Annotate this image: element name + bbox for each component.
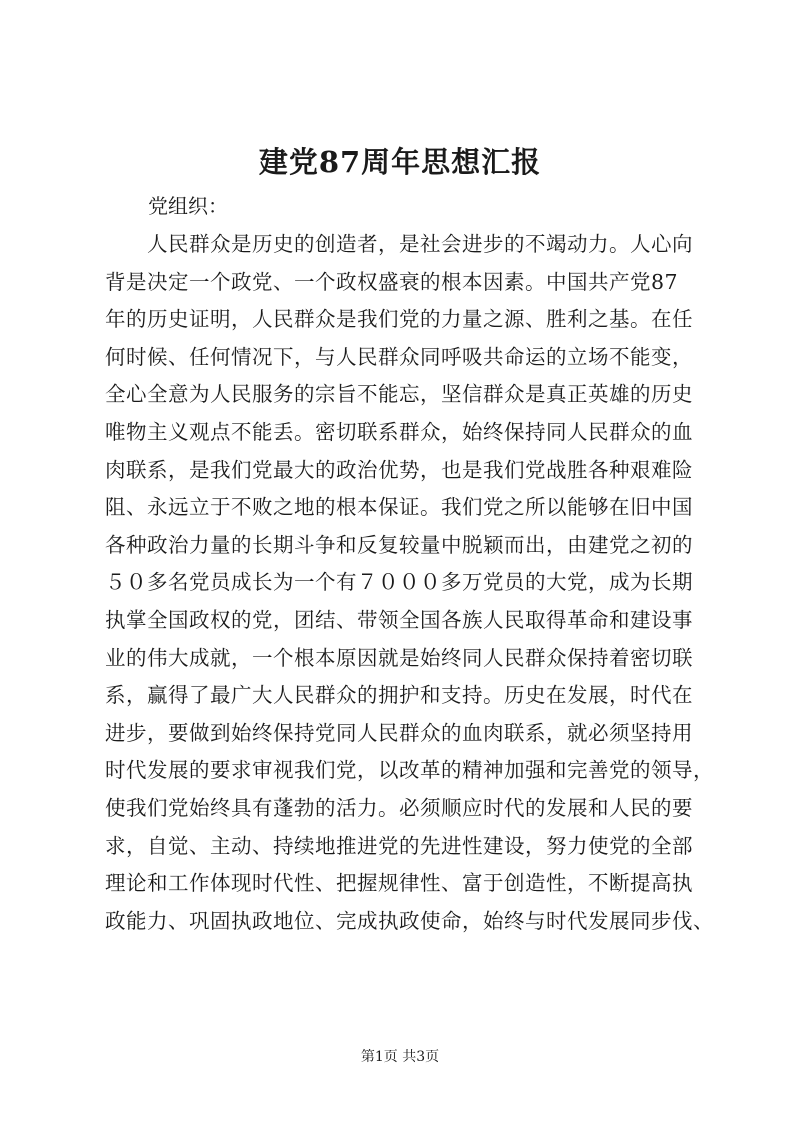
body-line: 系，赢得了最广大人民群众的拥护和支持。历史在发展，时代在 bbox=[105, 683, 693, 708]
body-line: 年的历史证明，人民群众是我们党的力量之源、胜利之基。在任 bbox=[105, 307, 693, 332]
body-line: 进步，要做到始终保持党同人民群众的血肉联系，就必须坚持用 bbox=[105, 720, 693, 745]
body-line: 阻、永远立于不败之地的根本保证。我们党之所以能够在旧中国 bbox=[105, 495, 693, 520]
body-line: 唯物主义观点不能丢。密切联系群众，始终保持同人民群众的血 bbox=[105, 419, 693, 444]
document-title: 建党87周年思想汇报 bbox=[258, 145, 542, 179]
body-line: ５０多名党员成长为一个有７０００多万党员的大党，成为长期 bbox=[105, 570, 693, 595]
body-line: 业的伟大成就，一个根本原因就是始终同人民群众保持着密切联 bbox=[105, 645, 693, 670]
salutation: 党组织： bbox=[148, 194, 228, 218]
body-line: 政能力、巩固执政地位、完成执政使命，始终与时代发展同步伐、 bbox=[105, 908, 714, 933]
body-line: 理论和工作体现时代性、把握规律性、富于创造性，不断提高执 bbox=[105, 871, 693, 896]
page-footer: 第1页 共3页 bbox=[360, 1049, 440, 1065]
body-line: 执掌全国政权的党，团结、带领全国各族人民取得革命和建设事 bbox=[105, 607, 693, 632]
body-line: 各种政治力量的长期斗争和反复较量中脱颖而出，由建党之初的 bbox=[105, 532, 693, 557]
body-line: 人民群众是历史的创造者，是社会进步的不竭动力。人心向 bbox=[147, 232, 693, 256]
body-line: 何时候、任何情况下，与人民群众同呼吸共命运的立场不能变， bbox=[105, 344, 693, 369]
body-line: 全心全意为人民服务的宗旨不能忘，坚信群众是真正英雄的历史 bbox=[105, 382, 693, 407]
body-line: 求，自觉、主动、持续地推进党的先进性建设，努力使党的全部 bbox=[105, 833, 693, 858]
body-paragraph bbox=[105, 226, 714, 940]
body-line: 时代发展的要求审视我们党，以改革的精神加强和完善党的领导， bbox=[105, 758, 714, 783]
body-line: 肉联系，是我们党最大的政治优势，也是我们党战胜各种艰难险 bbox=[105, 457, 693, 482]
body-line: 使我们党始终具有蓬勃的活力。必须顺应时代的发展和人民的要 bbox=[105, 795, 693, 820]
body-line: 背是决定一个政党、一个政权盛衰的根本因素。中国共产党87 bbox=[105, 269, 679, 294]
